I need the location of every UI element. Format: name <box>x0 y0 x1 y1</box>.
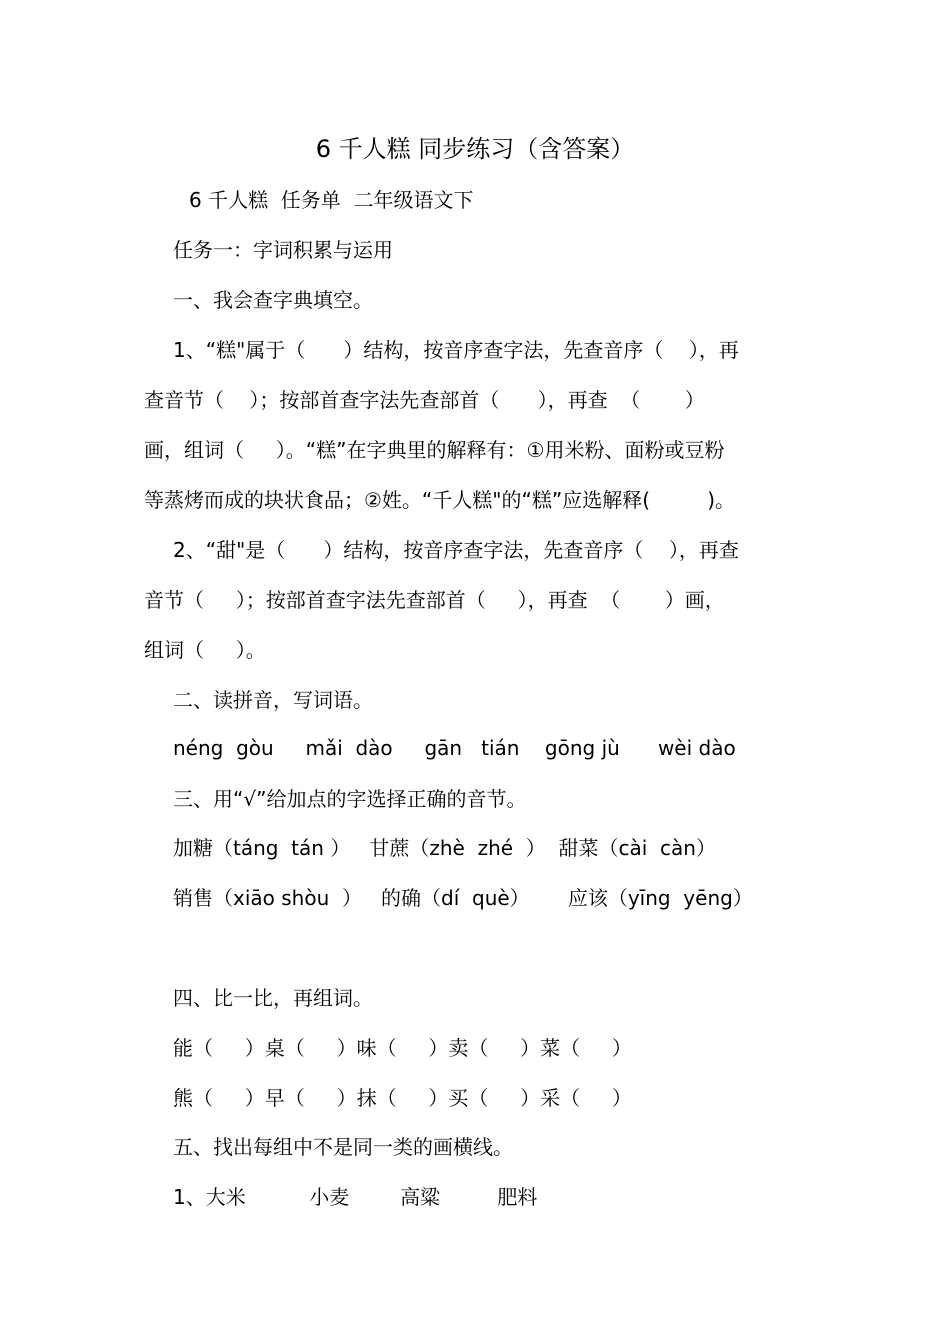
task1-heading: 任务一：字词积累与运用 <box>173 238 393 262</box>
pronunciation-row-1: 加糖（táng tán ） 甘蔗（zhè zhé ） 甜菜（cài càn） <box>173 836 716 860</box>
q2-line-1: 2、“甜"是（ ）结构，按音序查字法，先查音序（ ），再查 <box>173 538 739 562</box>
section5-heading: 五、找出每组中不是同一类的画横线。 <box>173 1135 513 1159</box>
subtitle: 6 千人糕 任务单 二年级语文下 <box>189 188 474 212</box>
q2-line-3: 组词（ ）。 <box>144 638 266 662</box>
section4-heading: 四、比一比，再组词。 <box>173 986 373 1010</box>
section1-heading: 一、我会查字典填空。 <box>173 288 373 312</box>
compare-row-2: 熊（ ）早（ ）抹（ ）买（ ）采（ ） <box>173 1086 632 1110</box>
q1-line-1: 1、“糕"属于（ ）结构，按音序查字法，先查音序（ ），再 <box>173 338 739 362</box>
q1-line-2: 查音节（ ）；按部首查字法先查部首（ ），再查 （ ） <box>144 388 705 412</box>
compare-row-1: 能（ ）桌（ ）味（ ）卖（ ）菜（ ） <box>173 1036 632 1060</box>
pronunciation-row-2: 销售（xiāo shòu ） 的确（dí què） 应该（yīng yēng） <box>173 886 753 910</box>
pinyin-row: néng gòu mǎi dào gān tián gōng jù wèi dào <box>173 736 736 760</box>
section3-heading: 三、用“√”给加点的字选择正确的音节。 <box>173 787 527 811</box>
q1-line-3: 画，组词（ ）。“糕”在字典里的解释有：①用米粉、面粉或豆粉 <box>144 438 725 462</box>
section2-heading: 二、读拼音，写词语。 <box>173 688 373 712</box>
odd-one-out-item-1: 1、大米 小麦 高粱 肥料 <box>173 1185 538 1209</box>
q2-line-2: 音节（ ）；按部首查字法先查部首（ ），再查 （ ）画， <box>144 588 725 612</box>
q1-line-4: 等蒸烤而成的块状食品；②姓。“千人糕"的“糕”应选解释( )。 <box>144 488 736 512</box>
page-title: 6 千人糕 同步练习（含答案） <box>315 135 635 163</box>
